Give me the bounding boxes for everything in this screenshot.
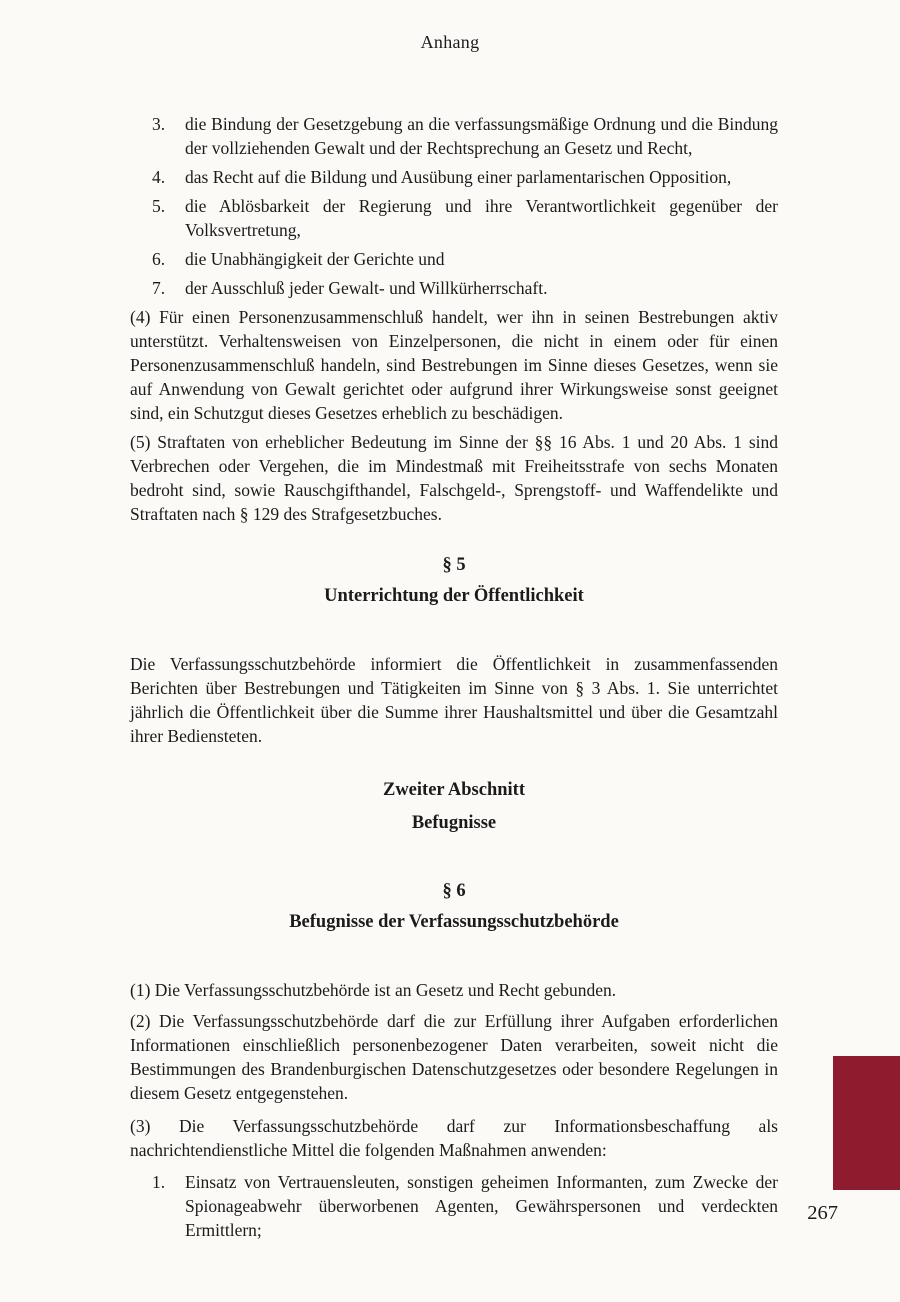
numbered-list-aufgaben [130,112,778,300]
list-item-number: 7. [152,278,166,298]
list-item-number: 1. [152,1172,166,1192]
list-item [130,276,778,300]
section-6-number: § 6 [442,881,466,901]
list-item-text: die Bindung der Gesetzgebung an die verfassungsmäßige Ordnung und die Bindung der vollziehenden Gewalt und der Rechtsprechung an Gesetz und Recht, [185,114,778,158]
section-5-body: Die Verfassungsschutzbehörde informiert die Öffentlichkeit in zusammenfassenden Berichten über Bestrebungen und Tätigkeiten im Sinne von § 3 Abs. 1. Sie unterrichtet jährlich die Öffentlichkeit über die Summe ihrer Haushaltsmittel und über die Gesamtzahl ihrer Bediensteten. [130,654,778,746]
page-content [130,112,778,1247]
page-edge-tab-marker [833,1056,900,1190]
list-item-number: 3. [152,114,166,134]
chapter-title: Zweiter Abschnitt [382,780,525,800]
section-5-number: § 5 [442,555,466,575]
list-item-text: das Recht auf die Bildung und Ausübung einer parlamentarischen Opposition, [185,167,732,187]
chapter-subtitle: Befugnisse [411,813,497,833]
running-header: Anhang [420,32,480,52]
section-6-paragraph-3: (3) Die Verfassungsschutzbehörde darf zur Informationsbeschaffung als nachrichtendienstliche Mittel die folgenden Maßnahmen anwenden: [130,1116,778,1160]
page-number: 267 [807,1202,838,1224]
list-item [130,165,778,189]
list-item-number: 4. [152,167,166,187]
list-item [130,194,778,242]
section-6-paragraph-2: (2) Die Verfassungsschutzbehörde darf die zur Erfüllung ihrer Aufgaben erforderlichen Informationen einschließlich personenbezogener Daten verarbeiten, soweit nicht die Bestimmungen des Brandenburgischen Datenschutzgesetzes oder besondere Regelungen in diesem Gesetz entgegenstehen. [130,1011,778,1103]
list-item-text: Einsatz von Vertrauensleuten, sonstigen geheimen Informanten, zum Zwecke der Spionageabwehr überworbenen Agenten, Gewährspersonen und verdeckten Ermittlern; [185,1172,778,1240]
list-item-number: 6. [152,249,166,269]
section-6-title: Befugnisse der Verfassungsschutzbehörde [289,912,619,932]
paragraph-abs-5: (5) Straftaten von erheblicher Bedeutung im Sinne der §§ 16 Abs. 1 und 20 Abs. 1 sind Verbrechen oder Vergehen, die im Mindestmaß mit Freiheitsstrafe von sechs Monaten bedroht sind, sowie Rauschgifthandel, Falschgeld-, Sprengstoff- und Waffendelikte und Straftaten nach § 129 des Strafgesetzbuches. [130,432,778,524]
numbered-list-massnahmen [130,1170,778,1242]
list-item [130,247,778,271]
list-item-number: 5. [152,196,166,216]
list-item [130,1170,778,1242]
list-item-text: die Unabhängigkeit der Gerichte und [185,249,445,269]
list-item [130,112,778,160]
section-5-title: Unterrichtung der Öffentlichkeit [324,586,584,606]
paragraph-abs-4: (4) Für einen Personenzusammenschluß handelt, wer ihn in seinen Bestrebungen aktiv unterstützt. Verhaltensweisen von Einzelpersonen, die nicht in einem oder für einen Personenzusammenschluß handeln, sind Bestrebungen im Sinne dieses Gesetzes, wenn sie auf Anwendung von Gewalt gerichtet oder aufgrund ihrer Wirkungsweise sonst geeignet sind, ein Schutzgut dieses Gesetzes erheblich zu beschädigen. [130,307,778,423]
list-item-text: die Ablösbarkeit der Regierung und ihre Verantwortlichkeit gegenüber der Volksvertretung, [185,196,778,240]
section-6-paragraph-1: (1) Die Verfassungsschutzbehörde ist an Gesetz und Recht gebunden. [130,980,617,1000]
list-item-text: der Ausschluß jeder Gewalt- und Willkürherrschaft. [185,278,548,298]
